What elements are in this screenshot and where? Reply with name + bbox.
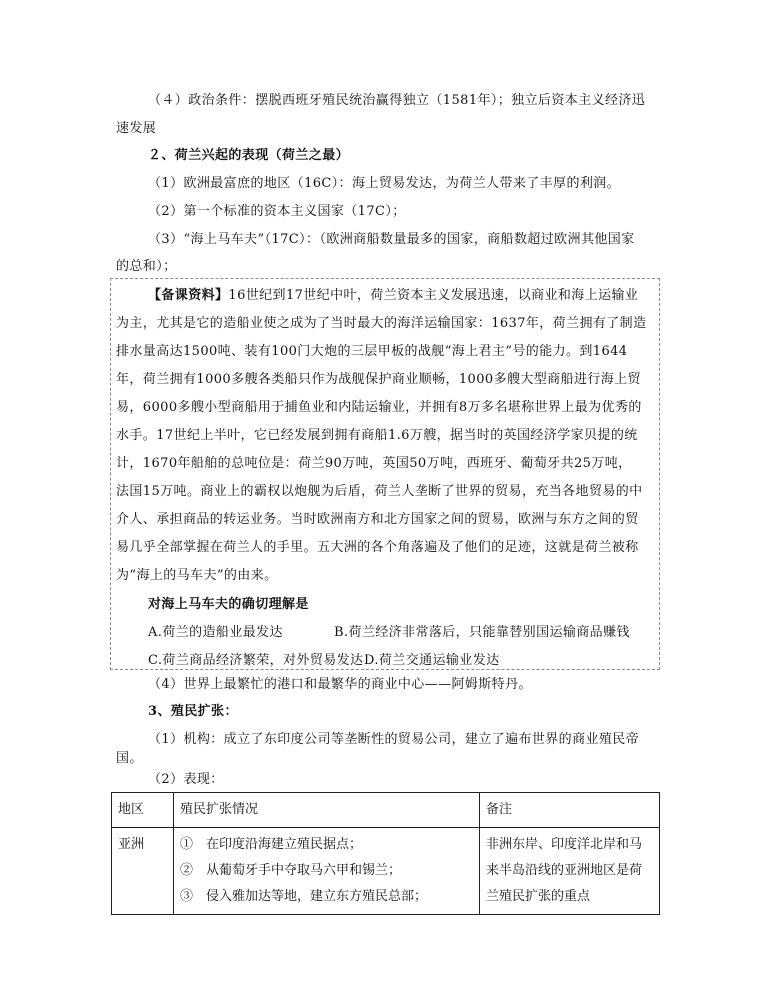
point-first-capitalist-state: （2）第一个标准的资本主义国家（17C）； — [148, 204, 406, 219]
political-condition-line-2: 速发展 — [116, 121, 157, 136]
list-item: ② 从葡萄牙手中夺取马六甲和锡兰； — [180, 863, 402, 878]
list-item: ① 在印度沿海建立殖民据点； — [180, 837, 363, 852]
note-line: 兰殖民扩张的重点 — [486, 889, 591, 904]
material-label: 【备课资料】 — [148, 288, 229, 303]
option-c: C.荷兰商品经济繁荣，对外贸易发达 — [148, 653, 364, 668]
material-text: 16世纪到17世纪中叶，荷兰资本主义发展迅速，以商业和海上运输业 — [228, 288, 639, 303]
table-header-row — [112, 793, 660, 828]
header-note: 备注 — [480, 793, 660, 828]
material-line-10: 易几乎全部掌握在荷兰人的手里。五大洲的各个角落遍及了他们的足迹，这就是荷兰被称 — [116, 540, 639, 555]
header-expansion: 殖民扩张情况 — [174, 793, 480, 828]
colonial-institution-line-2: 国。 — [116, 751, 143, 766]
cell-expansion — [174, 828, 480, 915]
point-sea-coachman-line-1: （3）“海上马车夫”（17C）：（欧洲商船数量最多的国家，商船数超过欧洲其他国家 — [148, 232, 635, 247]
material-line-1 — [148, 287, 638, 305]
material-line-5: 易，6000多艘小型商船用于捕鱼业和内陆运输业，并拥有8万多名堪称世界上最为优秀的 — [116, 400, 642, 415]
material-line-11: 为“海上的马车夫”的由来。 — [116, 568, 278, 583]
material-line-8: 法国15万吨。商业上的霸权以炮舰为后盾，荷兰人垄断了世界的贸易，充当各地贸易的中 — [116, 484, 643, 499]
colonial-expansion-table — [111, 792, 660, 915]
section-heading-2: ２、荷兰兴起的表现（荷兰之最） — [148, 148, 350, 163]
material-line-9: 介人、承担商品的转运业务。当时欧洲南方和北方国家之间的贸易，欧洲与东方之间的贸 — [116, 512, 639, 527]
question-stem: 对海上马车夫的确切理解是 — [148, 597, 309, 612]
material-line-6: 水手。17世纪上半叶，它已经发展到拥有商船1.6万艘，据当时的英国经济学家贝提的统 — [116, 428, 638, 443]
option-d: D.荷兰交通运输业发达 — [364, 653, 500, 668]
point-amsterdam: （4）世界上最繁忙的港口和最繁华的商业中心——阿姆斯特丹。 — [148, 677, 532, 692]
table-row — [112, 828, 660, 915]
list-item: ③ 侵入雅加达等地，建立东方殖民总部； — [180, 889, 428, 904]
header-region: 地区 — [112, 793, 174, 828]
political-condition-line-1: （４）政治条件：摆脱西班牙殖民统治赢得独立（1581年）；独立后资本主义经济迅 — [148, 93, 646, 108]
material-line-2: 为主，尤其是它的造船业使之成为了当时最大的海洋运输国家：1637年，荷兰拥有了制造 — [116, 316, 647, 331]
cell-region: 亚洲 — [112, 828, 174, 915]
material-line-7: 计，1670年船舶的总吨位是：荷兰90万吨，英国50万吨，西班牙、葡萄牙共25万吨， — [116, 456, 632, 471]
option-a: A.荷兰的造船业最发达 — [148, 625, 283, 640]
colonial-institution-line-1: （1）机构：成立了东印度公司等垄断性的贸易公司，建立了遍布世界的商业殖民帝 — [148, 732, 640, 747]
material-line-3: 排水量高达1500吨、装有100门大炮的三层甲板的战舰“海上君主”号的能力。到1644 — [116, 344, 628, 359]
point-richest-region: （1）欧洲最富庶的地区（16C）：海上贸易发达，为荷兰人带来了丰厚的利润。 — [148, 176, 621, 191]
material-line-4: 年，荷兰拥有1000多艘各类船只作为战舰保护商业顺畅，1000多艘大型商船进行海上贸 — [116, 372, 641, 387]
section-heading-3: 3、殖民扩张： — [148, 704, 238, 719]
note-line: 非洲东岸、印度洋北岸和马 — [486, 837, 643, 852]
cell-note — [480, 828, 660, 915]
note-line: 来半岛沿线的亚洲地区是荷 — [486, 863, 643, 878]
option-b: B.荷兰经济非常落后，只能靠替别国运输商品赚钱 — [334, 625, 630, 640]
colonial-expression-heading: （2）表现： — [148, 772, 224, 787]
point-sea-coachman-line-2: 的总和）； — [116, 259, 177, 274]
